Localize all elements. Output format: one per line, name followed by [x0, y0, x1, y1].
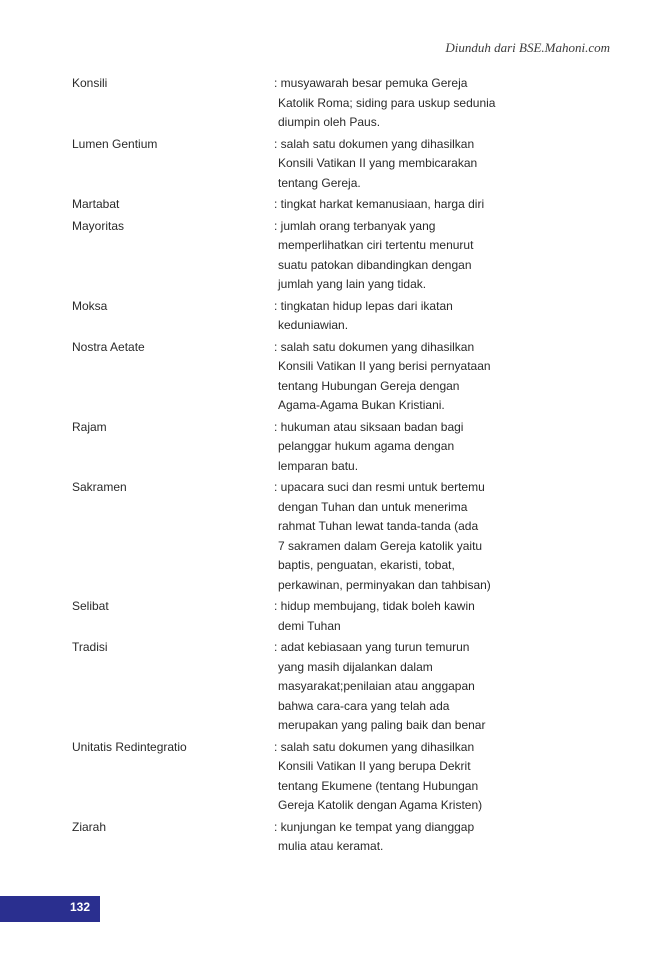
- definition-line: Katolik Roma; siding para uskup sedunia: [278, 95, 496, 110]
- definition-line: mulia atau keramat.: [278, 839, 384, 853]
- glossary-definition: [274, 338, 562, 416]
- definition-line: suatu patokan dibandingkan dengan: [278, 257, 472, 272]
- definition-line: : hidup membujang, tidak boleh kawin: [274, 599, 475, 613]
- glossary-term: Rajam: [72, 419, 107, 434]
- definition-line: baptis, penguatan, ekaristi, tobat,: [278, 558, 455, 572]
- glossary-entry: [72, 478, 562, 595]
- definition-line: : tingkatan hidup lepas dari ikatan: [274, 298, 453, 313]
- definition-line: Konsili Vatikan II yang berisi pernyataan: [278, 359, 491, 373]
- definition-line: bahwa cara-cara yang telah ada: [278, 698, 450, 713]
- glossary-term: Sakramen: [72, 480, 127, 494]
- glossary-entry: [72, 597, 562, 636]
- glossary-term: Unitatis Redintegratio: [72, 739, 187, 754]
- definition-line: rahmat Tuhan lewat tanda-tanda (ada: [278, 519, 479, 533]
- glossary-definition: [274, 638, 562, 736]
- glossary-term: Tradisi: [72, 640, 108, 654]
- glossary-term: Lumen Gentium: [72, 136, 158, 151]
- glossary-definition: [274, 74, 562, 133]
- glossary-entry: [72, 217, 562, 295]
- glossary-definition: [274, 478, 562, 595]
- definition-line: tentang Ekumene (tentang Hubungan: [278, 778, 479, 793]
- definition-line: : jumlah orang terbanyak yang: [274, 218, 436, 233]
- running-header: Diunduh dari BSE.Mahoni.com: [445, 40, 610, 55]
- glossary-entry: [72, 418, 562, 477]
- definition-line: : salah satu dokumen yang dihasilkan: [274, 739, 475, 754]
- definition-line: lemparan batu.: [278, 458, 359, 473]
- glossary-entry: [72, 338, 562, 416]
- glossary-entry: [72, 135, 562, 194]
- glossary-definition: [274, 195, 562, 215]
- glossary-term: Moksa: [72, 298, 108, 313]
- glossary-entry: [72, 638, 562, 736]
- definition-line: : salah satu dokumen yang dihasilkan: [274, 339, 475, 354]
- definition-line: masyarakat;penilaian atau anggapan: [278, 679, 475, 693]
- definition-line: : hukuman atau siksaan badan bagi: [274, 419, 464, 434]
- glossary-entry: [72, 818, 562, 857]
- definition-line: : kunjungan ke tempat yang dianggap: [274, 819, 475, 834]
- glossary-definition: [274, 818, 562, 857]
- glossary-definition: [274, 135, 562, 194]
- glossary-term: Konsili: [72, 76, 108, 90]
- definition-line: : musyawarah besar pemuka Gereja: [274, 76, 468, 90]
- definition-line: demi Tuhan: [278, 618, 341, 633]
- definition-line: Gereja Katolik dengan Agama Kristen): [278, 798, 483, 812]
- definition-line: diumpin oleh Paus.: [278, 115, 381, 129]
- page-number: 132: [70, 900, 91, 914]
- glossary-list: [72, 74, 562, 857]
- definition-line: Konsili Vatikan II yang berupa Dekrit: [278, 759, 471, 773]
- glossary-term: Mayoritas: [72, 218, 125, 233]
- glossary-entry: [72, 297, 562, 336]
- definition-line: 7 sakramen dalam Gereja katolik yaitu: [278, 538, 483, 553]
- definition-line: : salah satu dokumen yang dihasilkan: [274, 136, 475, 151]
- glossary-definition: [274, 217, 562, 295]
- glossary-entry: [72, 74, 562, 133]
- glossary-term: Selibat: [72, 599, 109, 613]
- definition-line: : adat kebiasaan yang turun temurun: [274, 640, 470, 654]
- definition-line: memperlihatkan ciri tertentu menurut: [278, 238, 474, 252]
- glossary-definition: [274, 418, 562, 477]
- definition-line: : tingkat harkat kemanusiaan, harga diri: [274, 197, 485, 211]
- definition-line: pelanggar hukum agama dengan: [278, 439, 455, 453]
- glossary-definition: [274, 597, 562, 636]
- glossary-entry: [72, 738, 562, 816]
- definition-line: tentang Gereja.: [278, 175, 361, 190]
- glossary-definition: [274, 297, 562, 336]
- definition-line: dengan Tuhan dan untuk menerima: [278, 499, 468, 514]
- definition-line: Konsili Vatikan II yang membicarakan: [278, 156, 478, 170]
- definition-line: jumlah yang lain yang tidak.: [278, 277, 427, 291]
- glossary-term: Nostra Aetate: [72, 339, 145, 354]
- glossary-term: Ziarah: [72, 819, 107, 834]
- definition-line: keduniawian.: [278, 318, 349, 332]
- definition-line: merupakan yang paling baik dan benar: [278, 718, 486, 732]
- definition-line: perkawinan, perminyakan dan tahbisan): [278, 577, 491, 592]
- definition-line: : upacara suci dan resmi untuk bertemu: [274, 480, 485, 494]
- definition-line: Agama-Agama Bukan Kristiani.: [278, 398, 445, 412]
- definition-line: yang masih dijalankan dalam: [278, 659, 433, 674]
- glossary-definition: [274, 738, 562, 816]
- definition-line: tentang Hubungan Gereja dengan: [278, 378, 460, 393]
- glossary-entry: [72, 195, 562, 215]
- glossary-term: Martabat: [72, 197, 120, 211]
